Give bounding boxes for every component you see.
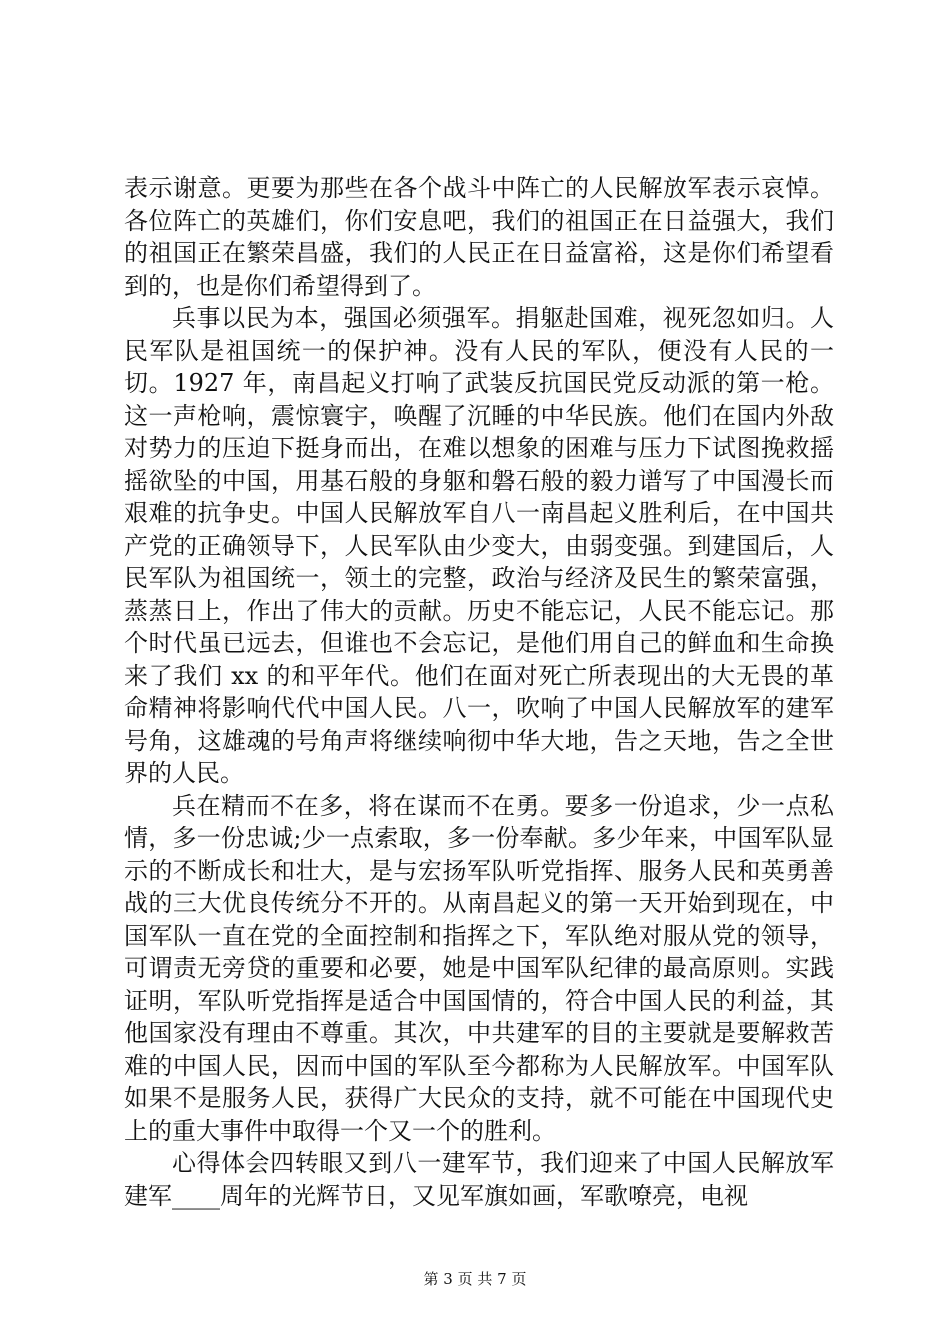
paragraph-4: 心得体会四转眼又到八一建军节，我们迎来了中国人民解放军建军____周年的光辉节日，又见军旗如画，军歌嘹亮，电视 xyxy=(124,1149,834,1210)
document-body xyxy=(124,172,834,1212)
page-footer: 第 3 页 共 7 页 xyxy=(423,1270,527,1288)
paragraph-2: 兵事以民为本，强国必须强军。捐躯赴国难，视死忽如归。人民军队是祖国统一的保护神。没有人民的军队，便没有人民的一切。1927 年，南昌起义打响了武装反抗国民党反动派的第一枪。这一声枪响，震惊寰宇，唤醒了沉睡的中华民族。他们在国内外敌对势力的压迫下挺身而出，在难以想象的困难与压力下试图挽救摇摇欲坠的中国，用基石般的身躯和磐石般的毅力谱写了中国漫长而艰难的抗争史。中国人民解放军自八一南昌起义胜利后，在中国共产党的正确领导下，人民军队由少变大，由弱变强。到建国后，人民军队为祖国统一，领土的完整，政治与经济及民生的繁荣富强，蒸蒸日上，作出了伟大的贡献。历史不能忘记，人民不能忘记。那个时代虽已远去，但谁也不会忘记，是他们用自己的鲜血和生命换来了我们 xx 的和平年代。他们在面对死亡所表现出的大无畏的革命精神将影响代代中国人民。八一，吹响了中国人民解放军的建军号角，这雄魂的号角声将继续响彻中华大地，告之天地，告之全世界的人民。 xyxy=(124,304,834,787)
paragraph-3: 兵在精而不在多，将在谋而不在勇。要多一份追求，少一点私情，多一份忠诚;少一点索取，多一份奉献。多少年来，中国军队显示的不断成长和壮大，是与宏扬军队听党指挥、服务人民和英勇善战的三大优良传统分不开的。从南昌起义的第一天开始到现在，中国军队一直在党的全面控制和指挥之下，军队绝对服从党的领导，可谓责无旁贷的重要和必要，她是中国军队纪律的最高原则。实践证明，军队听党指挥是适合中国国情的，符合中国人民的利益，其他国家没有理由不尊重。其次，中共建军的目的主要就是要解救苦难的中国人民，因而中国的军队至今都称为人民解放军。中国军队如果不是服务人民，获得广大民众的支持，就不可能在中国现代史上的重大事件中取得一个又一个的胜利。 xyxy=(124,791,834,1145)
paragraph-1: 表示谢意。更要为那些在各个战斗中阵亡的人民解放军表示哀悼。各位阵亡的英雄们，你们安息吧，我们的祖国正在日益强大，我们的祖国正在繁荣昌盛，我们的人民正在日益富裕，这是你们希望看到的，也是你们希望得到了。 xyxy=(124,174,834,300)
